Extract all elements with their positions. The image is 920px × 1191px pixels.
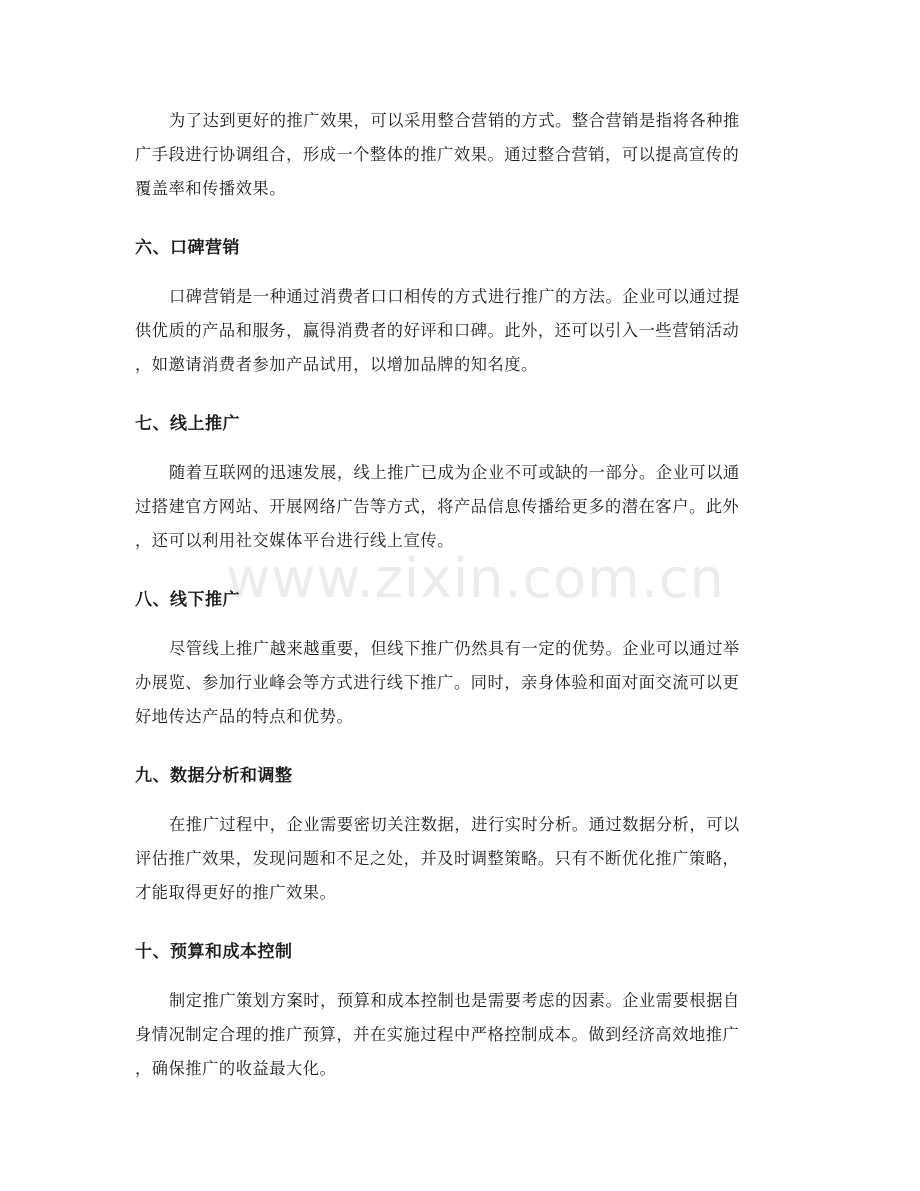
- paragraph-line: 为了达到更好的推广效果，可以采用整合营销的方式。整合营销是指将各种推: [169, 111, 740, 130]
- paragraph-line: 随着互联网的迅速发展，线上推广已成为企业不可或缺的一部分。企业可以通: [169, 463, 740, 482]
- paragraph-line: 覆盖率和传播效果。: [135, 179, 287, 198]
- paragraph-line: 才能取得更好的推广效果。: [135, 883, 337, 902]
- section-paragraph-budget-control: [135, 984, 787, 1086]
- paragraph-line: ，确保推广的收益最大化。: [135, 1059, 337, 1078]
- section-heading-word-of-mouth: 六、口碑营销: [135, 238, 240, 258]
- section-heading-offline-promotion: 八、线下推广: [135, 590, 240, 610]
- paragraph-line: 广手段进行协调组合，形成一个整体的推广效果。通过整合营销，可以提高宣传的: [135, 145, 740, 164]
- paragraph-line: 办展览、参加行业峰会等方式进行线下推广。同时，亲身体验和面对面交流可以更: [135, 673, 740, 692]
- section-heading-data-analysis: 九、数据分析和调整: [135, 766, 293, 786]
- paragraph-line: 口碑营销是一种通过消费者口口相传的方式进行推广的方法。企业可以通过提: [169, 287, 740, 306]
- paragraph-line: 在推广过程中，企业需要密切关注数据，进行实时分析。通过数据分析，可以: [169, 815, 740, 834]
- paragraph-line: 评估推广效果，发现问题和不足之处，并及时调整策略。只有不断优化推广策略，: [135, 849, 740, 868]
- section-paragraph-offline-promotion: [135, 632, 787, 734]
- watermark: www.zixin.com.cn: [226, 547, 725, 610]
- section-paragraph-online-promotion: [135, 456, 787, 558]
- document-body: [135, 104, 787, 1086]
- section-heading-budget-control: 十、预算和成本控制: [135, 942, 293, 962]
- section-heading-online-promotion: 七、线上推广: [135, 414, 240, 434]
- paragraph-line: 过搭建官方网站、开展网络广告等方式，将产品信息传播给更多的潜在客户。此外: [135, 497, 740, 516]
- paragraph-line: 供优质的产品和服务，赢得消费者的好评和口碑。此外，还可以引入一些营销活动: [135, 321, 740, 340]
- paragraph-line: 身情况制定合理的推广预算，并在实施过程中严格控制成本。做到经济高效地推广: [135, 1025, 740, 1044]
- section-paragraph-word-of-mouth: [135, 280, 787, 382]
- paragraph-line: 尽管线上推广越来越重要，但线下推广仍然具有一定的优势。企业可以通过举: [169, 639, 740, 658]
- intro-paragraph: [135, 104, 787, 206]
- paragraph-line: ，如邀请消费者参加产品试用，以增加品牌的知名度。: [135, 355, 538, 374]
- paragraph-line: 好地传达产品的特点和优势。: [135, 707, 354, 726]
- paragraph-line: 制定推广策划方案时，预算和成本控制也是需要考虑的因素。企业需要根据自: [169, 991, 740, 1010]
- section-paragraph-data-analysis: [135, 808, 787, 910]
- paragraph-line: ，还可以利用社交媒体平台进行线上宣传。: [135, 531, 454, 550]
